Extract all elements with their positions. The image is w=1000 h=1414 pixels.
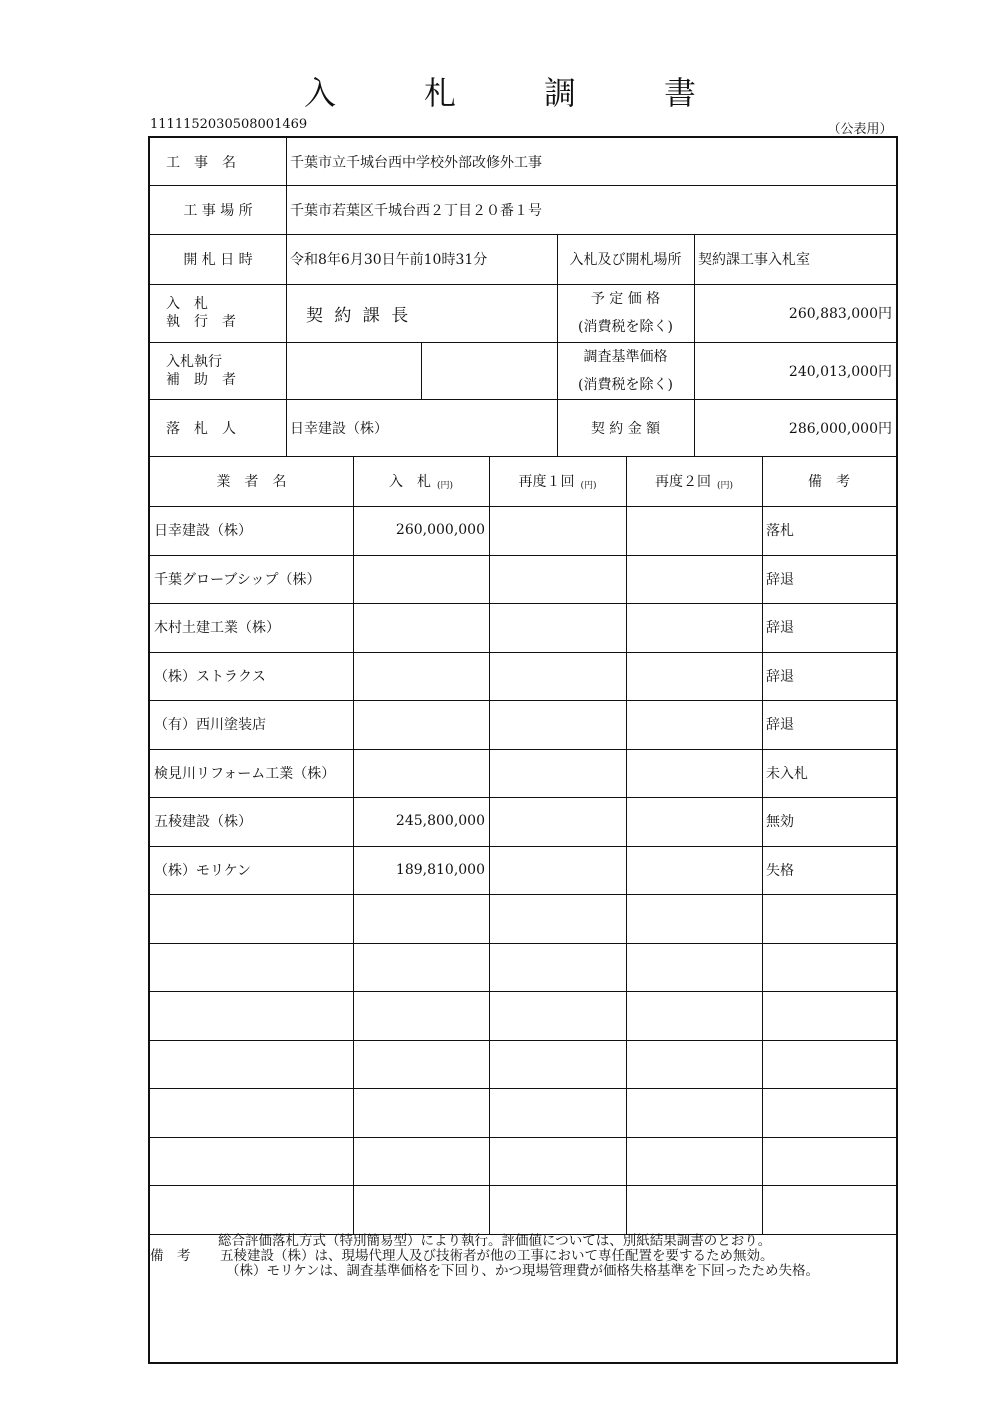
remarks-line-2-row — [150, 1249, 896, 1264]
header-company: 業 者 名 — [216, 474, 287, 490]
bid-cell — [353, 700, 489, 749]
company-cell: （株）ストラクス — [154, 668, 266, 685]
remarks-label: 備 考 — [150, 1248, 191, 1264]
bid-cell — [353, 894, 489, 943]
base-price-note: (消費税を除く) — [578, 376, 673, 393]
rebid2-cell — [626, 603, 762, 652]
company-cell: 検見川リフォーム工業（株） — [154, 765, 336, 782]
rebid2-cell — [626, 1137, 762, 1186]
rebid1-cell — [489, 700, 626, 749]
bid-cell: 189,810,000 — [395, 861, 485, 878]
rebid1-cell — [489, 506, 626, 555]
company-cell: 木村土建工業（株） — [154, 620, 280, 637]
header-bid — [353, 456, 489, 506]
planned-price-value: 260,883,000円 — [788, 306, 892, 322]
bid-cell — [353, 1040, 489, 1089]
header-rebid1 — [489, 456, 626, 506]
rebid1-cell — [489, 1137, 626, 1186]
bid-cell — [353, 943, 489, 992]
company-cell — [150, 894, 353, 943]
rebid2-cell — [626, 1088, 762, 1137]
company-cell — [150, 943, 353, 992]
rebid1-cell — [489, 991, 626, 1040]
base-price-label-text: 調査基準価格 — [583, 348, 668, 365]
site-label: 工 事 場 所 — [183, 202, 253, 219]
bid-cell: 245,800,000 — [395, 813, 485, 830]
page-title: 入 札 調 書 — [303, 74, 724, 112]
remark-cell — [762, 991, 896, 1040]
place-label: 入札及び開札場所 — [569, 252, 682, 268]
date-value: 令和8年6月30日午前10時31分 — [290, 252, 488, 268]
rebid2-cell — [626, 894, 762, 943]
company-cell — [150, 1137, 353, 1186]
rebid2-cell — [626, 652, 762, 701]
executor-label — [150, 284, 286, 342]
work-name-value: 千葉市立千城台西中学校外部改修外工事 — [290, 154, 542, 171]
company-cell — [150, 991, 353, 1040]
winner-label-text: 落 札 人 — [166, 420, 236, 437]
remark-cell — [762, 1137, 896, 1186]
rebid1-cell — [489, 894, 626, 943]
rebid1-cell — [489, 943, 626, 992]
bid-cell — [353, 603, 489, 652]
header-remarks: 備 考 — [808, 474, 850, 490]
company-cell: 日幸建設（株） — [154, 523, 252, 540]
winner-label — [150, 399, 286, 456]
place-value: 契約課工事入札室 — [698, 252, 810, 268]
bid-cell — [353, 991, 489, 1040]
header-bid-unit: (円) — [436, 480, 454, 491]
rebid2-cell — [626, 1040, 762, 1089]
assistant-label-line2: 補 助 者 — [166, 371, 236, 388]
remark-cell — [762, 1040, 896, 1089]
rebid2-cell — [626, 506, 762, 555]
base-price-label — [557, 342, 694, 399]
planned-price-note: (消費税を除く) — [578, 319, 673, 335]
winner-value: 日幸建設（株） — [290, 420, 388, 437]
remarks-section — [150, 1234, 896, 1279]
rebid1-cell — [489, 1040, 626, 1089]
assistant-label-line1: 入札執行 — [166, 353, 222, 370]
planned-price-label — [557, 284, 694, 342]
document-id: 11111520305080014​69 — [150, 117, 308, 132]
remark-cell: 未入札 — [766, 765, 808, 782]
remark-cell — [762, 943, 896, 992]
header-rebid2-text: 再度２回 — [654, 474, 711, 490]
bid-cell — [353, 1185, 489, 1234]
rebid2-cell — [626, 749, 762, 798]
bid-record-form — [148, 136, 898, 1364]
header-bid-text: 入 札 — [388, 474, 431, 490]
company-cell — [150, 1185, 353, 1234]
rebid2-cell — [626, 555, 762, 604]
base-price-value: 240,013,000円 — [788, 363, 892, 380]
remark-cell — [762, 894, 896, 943]
remark-cell — [762, 1185, 896, 1234]
work-name-label — [150, 138, 286, 185]
assistant-label — [150, 342, 286, 399]
remark-cell: 無効 — [766, 814, 794, 831]
rebid1-cell — [489, 749, 626, 798]
bid-cell — [353, 749, 489, 798]
remark-cell: 辞退 — [766, 717, 794, 734]
rebid2-cell — [626, 991, 762, 1040]
contract-amount-value: 286,000,000円 — [788, 420, 892, 437]
remark-cell: 辞退 — [766, 620, 794, 637]
rebid2-cell — [626, 797, 762, 846]
rebid1-cell — [489, 1185, 626, 1234]
remark-cell: 失格 — [766, 862, 794, 879]
executor-label-line2: 執 行 者 — [166, 314, 236, 330]
header-rebid1-unit: (円) — [580, 480, 597, 491]
header-rebid1-text: 再度１回 — [518, 474, 575, 490]
date-label: 開 札 日 時 — [183, 252, 253, 268]
rebid2-cell — [626, 943, 762, 992]
remarks-line-1: 総合評価落札方式（特別簡易型）により執行。評価値については、別紙結果調書のとおり。 — [218, 1233, 772, 1249]
bid-cell — [353, 1137, 489, 1186]
bid-cell: 260,000,000 — [395, 522, 485, 539]
company-cell — [150, 1040, 353, 1089]
remarks-line-2: 五稜建設（株）は、現場代理人及び技術者が他の工事において専任配置を要するため無効。 — [220, 1248, 774, 1264]
remark-cell: 辞退 — [766, 571, 794, 588]
remark-cell — [762, 1088, 896, 1137]
contract-amount-label: 契 約 金 額 — [590, 420, 661, 437]
work-name-label-text: 工 事 名 — [166, 154, 236, 171]
planned-price-label-text: 予 定 価 格 — [590, 291, 661, 307]
site-value: 千葉市若葉区千城台西２丁目２０番１号 — [290, 202, 542, 219]
remark-cell: 辞退 — [766, 668, 794, 685]
rebid1-cell — [489, 1088, 626, 1137]
header-rebid2-unit: (円) — [716, 480, 734, 491]
company-cell: 千葉グローブシップ（株） — [154, 571, 321, 588]
remark-cell: 落札 — [766, 523, 794, 540]
rebid1-cell — [489, 603, 626, 652]
rebid1-cell — [489, 797, 626, 846]
company-cell: （有）西川塗装店 — [154, 717, 266, 734]
rebid2-cell — [626, 700, 762, 749]
company-cell: （株）モリケン — [154, 862, 252, 879]
rebid1-cell — [489, 846, 626, 895]
rebid2-cell — [626, 1185, 762, 1234]
rebid2-cell — [626, 846, 762, 895]
rebid1-cell — [489, 555, 626, 604]
bid-cell — [353, 652, 489, 701]
publication-note: （公表用） — [827, 122, 893, 137]
company-cell — [150, 1088, 353, 1137]
header-rebid2 — [626, 456, 762, 506]
rebid1-cell — [489, 652, 626, 701]
bid-cell — [353, 1088, 489, 1137]
executor-value: 契 約 課 長 — [306, 305, 412, 326]
company-cell: 五稜建設（株） — [154, 814, 252, 831]
bid-cell — [353, 555, 489, 604]
executor-label-line1: 入 札 — [166, 296, 208, 312]
remarks-line-3: （株）モリケンは、調査基準価格を下回り、かつ現場管理費が価格失格基準を下回ったため失格。 — [226, 1263, 820, 1279]
